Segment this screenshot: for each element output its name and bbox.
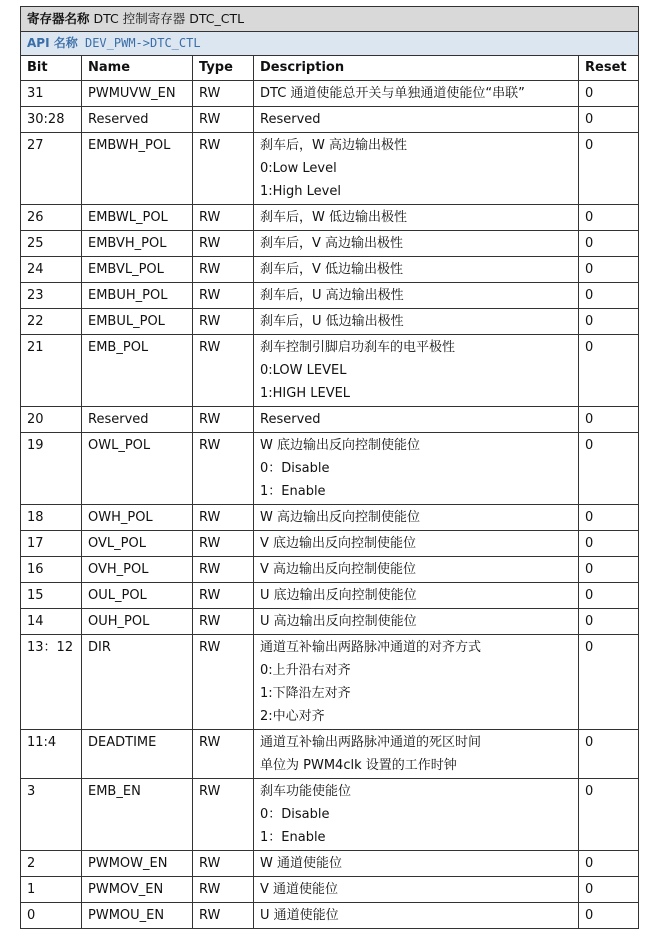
description-line: W 高边输出反向控制使能位 [260, 510, 420, 525]
reset-cell: 0 [579, 609, 639, 635]
description-line: 1：Enable [260, 830, 326, 845]
description-line: 0:LOW LEVEL [260, 363, 347, 378]
table-row [21, 309, 639, 335]
field-name-cell: EMBUH_POL [82, 283, 193, 309]
bit-cell: 26 [21, 205, 82, 231]
field-name-cell: EMB_EN [82, 779, 193, 851]
column-header-bit: Bit [21, 56, 82, 81]
reset-cell: 0 [579, 583, 639, 609]
description-line: Reserved [260, 412, 321, 427]
table-row [21, 133, 639, 205]
reset-cell: 0 [579, 257, 639, 283]
description-line: 1:下降沿左对齐 [260, 686, 351, 701]
description-line: U 底边输出反向控制使能位 [260, 588, 417, 603]
description-line: 刹车后，U 高边输出极性 [260, 288, 404, 303]
table-row [21, 609, 639, 635]
table-row [21, 903, 639, 929]
field-name-cell: PWMUVW_EN [82, 81, 193, 107]
description-line: 刹车后，V 高边输出极性 [260, 236, 404, 251]
description-cell [254, 730, 579, 779]
type-cell: RW [193, 505, 254, 531]
reset-cell: 0 [579, 133, 639, 205]
table-row [21, 531, 639, 557]
description-line: V 通道使能位 [260, 882, 339, 897]
description-cell [254, 205, 579, 231]
reset-cell: 0 [579, 557, 639, 583]
table-row [21, 257, 639, 283]
reset-cell: 0 [579, 231, 639, 257]
description-cell [254, 257, 579, 283]
bit-cell: 15 [21, 583, 82, 609]
reset-cell: 0 [579, 283, 639, 309]
reset-cell: 0 [579, 730, 639, 779]
reset-cell: 0 [579, 309, 639, 335]
table-row [21, 851, 639, 877]
type-cell: RW [193, 903, 254, 929]
reset-cell: 0 [579, 205, 639, 231]
description-cell [254, 309, 579, 335]
description-line: V 底边输出反向控制使能位 [260, 536, 417, 551]
api-name-value: DEV_PWM->DTC_CTL [84, 36, 201, 50]
type-cell: RW [193, 557, 254, 583]
bit-cell: 23 [21, 283, 82, 309]
table-row [21, 433, 639, 505]
table-row [21, 107, 639, 133]
table-row [21, 730, 639, 779]
register-table-body [21, 81, 639, 929]
table-row [21, 81, 639, 107]
description-line: 2:中心对齐 [260, 709, 325, 724]
description-cell [254, 81, 579, 107]
column-header-reset: Reset [579, 56, 639, 81]
field-name-cell: PWMOW_EN [82, 851, 193, 877]
bit-cell: 11:4 [21, 730, 82, 779]
field-name-cell: EMBWL_POL [82, 205, 193, 231]
field-name-cell: EMBVH_POL [82, 231, 193, 257]
table-row [21, 283, 639, 309]
description-line: 通道互补输出两路脉冲通道的对齐方式 [260, 640, 482, 655]
description-line: 1：Enable [260, 484, 326, 499]
description-cell [254, 635, 579, 730]
description-line: V 高边输出反向控制使能位 [260, 562, 417, 577]
field-name-cell: OWL_POL [82, 433, 193, 505]
field-name-cell: EMBVL_POL [82, 257, 193, 283]
type-cell: RW [193, 283, 254, 309]
table-row [21, 583, 639, 609]
bit-cell: 18 [21, 505, 82, 531]
reset-cell: 0 [579, 779, 639, 851]
description-cell [254, 133, 579, 205]
description-line: W 通道使能位 [260, 856, 342, 871]
description-line: 0：Disable [260, 461, 330, 476]
description-cell [254, 779, 579, 851]
reset-cell: 0 [579, 433, 639, 505]
type-cell: RW [193, 583, 254, 609]
reset-cell: 0 [579, 505, 639, 531]
field-name-cell: PWMOU_EN [82, 903, 193, 929]
bit-cell: 1 [21, 877, 82, 903]
description-line: 刹车后，U 低边输出极性 [260, 314, 404, 329]
description-cell [254, 407, 579, 433]
description-line: 刹车功能使能位 [260, 784, 352, 799]
description-cell [254, 231, 579, 257]
bit-cell: 0 [21, 903, 82, 929]
description-line: 1:HIGH LEVEL [260, 386, 351, 401]
description-line: 0:上升沿右对齐 [260, 663, 351, 678]
description-cell [254, 335, 579, 407]
type-cell: RW [193, 205, 254, 231]
reset-cell: 0 [579, 335, 639, 407]
description-cell [254, 609, 579, 635]
field-name-cell: PWMOV_EN [82, 877, 193, 903]
type-cell: RW [193, 231, 254, 257]
description-line: 单位为 PWM4clk 设置的工作时钟 [260, 758, 457, 773]
description-line: 1:High Level [260, 184, 341, 199]
type-cell: RW [193, 609, 254, 635]
type-cell: RW [193, 335, 254, 407]
type-cell: RW [193, 635, 254, 730]
description-cell [254, 877, 579, 903]
table-row [21, 407, 639, 433]
description-line: DTC 通道使能总开关与单独通道使能位“串联” [260, 86, 525, 101]
description-cell [254, 505, 579, 531]
type-cell: RW [193, 257, 254, 283]
bit-cell: 19 [21, 433, 82, 505]
description-line: 通道互补输出两路脉冲通道的死区时间 [260, 735, 482, 750]
bit-cell: 3 [21, 779, 82, 851]
bit-cell: 31 [21, 81, 82, 107]
description-cell [254, 283, 579, 309]
field-name-cell: OUL_POL [82, 583, 193, 609]
table-row [21, 877, 639, 903]
bit-cell: 13：12 [21, 635, 82, 730]
bit-cell: 14 [21, 609, 82, 635]
bit-cell: 25 [21, 231, 82, 257]
field-name-cell: Reserved [82, 407, 193, 433]
reset-cell: 0 [579, 81, 639, 107]
type-cell: RW [193, 531, 254, 557]
register-name-label: 寄存器名称 [27, 11, 90, 26]
field-name-cell: OUH_POL [82, 609, 193, 635]
register-name-value: DTC 控制寄存器 DTC_CTL [93, 11, 245, 26]
description-line: U 高边输出反向控制使能位 [260, 614, 417, 629]
bit-cell: 16 [21, 557, 82, 583]
table-row [21, 779, 639, 851]
api-name-label: API 名称 [27, 36, 78, 50]
type-cell: RW [193, 133, 254, 205]
api-name-row [21, 32, 639, 56]
table-row [21, 635, 639, 730]
field-name-cell: OVH_POL [82, 557, 193, 583]
type-cell: RW [193, 407, 254, 433]
field-name-cell: OVL_POL [82, 531, 193, 557]
field-name-cell: DIR [82, 635, 193, 730]
field-name-cell: Reserved [82, 107, 193, 133]
description-line: 刹车后，V 低边输出极性 [260, 262, 404, 277]
table-row [21, 505, 639, 531]
reset-cell: 0 [579, 877, 639, 903]
bit-cell: 2 [21, 851, 82, 877]
type-cell: RW [193, 779, 254, 851]
column-header-description: Description [254, 56, 579, 81]
type-cell: RW [193, 877, 254, 903]
description-line: Reserved [260, 112, 321, 127]
description-cell [254, 107, 579, 133]
field-name-cell: EMB_POL [82, 335, 193, 407]
description-line: 刹车控制引脚启功刹车的电平极性 [260, 340, 456, 355]
description-line: W 底边输出反向控制使能位 [260, 438, 420, 453]
bit-cell: 24 [21, 257, 82, 283]
table-row [21, 335, 639, 407]
description-cell [254, 557, 579, 583]
table-row [21, 205, 639, 231]
reset-cell: 0 [579, 407, 639, 433]
bit-cell: 22 [21, 309, 82, 335]
reset-cell: 0 [579, 107, 639, 133]
field-name-cell: DEADTIME [82, 730, 193, 779]
bit-cell: 21 [21, 335, 82, 407]
type-cell: RW [193, 81, 254, 107]
bit-cell: 27 [21, 133, 82, 205]
reset-cell: 0 [579, 903, 639, 929]
type-cell: RW [193, 851, 254, 877]
reset-cell: 0 [579, 851, 639, 877]
bit-cell: 17 [21, 531, 82, 557]
description-line: 刹车后，W 低边输出极性 [260, 210, 407, 225]
description-cell [254, 583, 579, 609]
api-name-cell [21, 32, 639, 56]
type-cell: RW [193, 730, 254, 779]
type-cell: RW [193, 309, 254, 335]
column-header-row [21, 56, 639, 81]
column-header-type: Type [193, 56, 254, 81]
description-line: 刹车后，W 高边输出极性 [260, 138, 407, 153]
description-cell [254, 851, 579, 877]
type-cell: RW [193, 107, 254, 133]
bit-cell: 30:28 [21, 107, 82, 133]
field-name-cell: EMBWH_POL [82, 133, 193, 205]
bit-cell: 20 [21, 407, 82, 433]
type-cell: RW [193, 433, 254, 505]
reset-cell: 0 [579, 531, 639, 557]
description-line: 0:Low Level [260, 161, 337, 176]
column-header-name: Name [82, 56, 193, 81]
table-row [21, 557, 639, 583]
description-line: 0：Disable [260, 807, 330, 822]
reset-cell: 0 [579, 635, 639, 730]
field-name-cell: EMBUL_POL [82, 309, 193, 335]
description-cell [254, 433, 579, 505]
register-table [20, 6, 639, 929]
register-name-cell [21, 7, 639, 32]
field-name-cell: OWH_POL [82, 505, 193, 531]
description-cell [254, 903, 579, 929]
description-cell [254, 531, 579, 557]
description-line: U 通道使能位 [260, 908, 339, 923]
table-row [21, 231, 639, 257]
register-name-row [21, 7, 639, 32]
